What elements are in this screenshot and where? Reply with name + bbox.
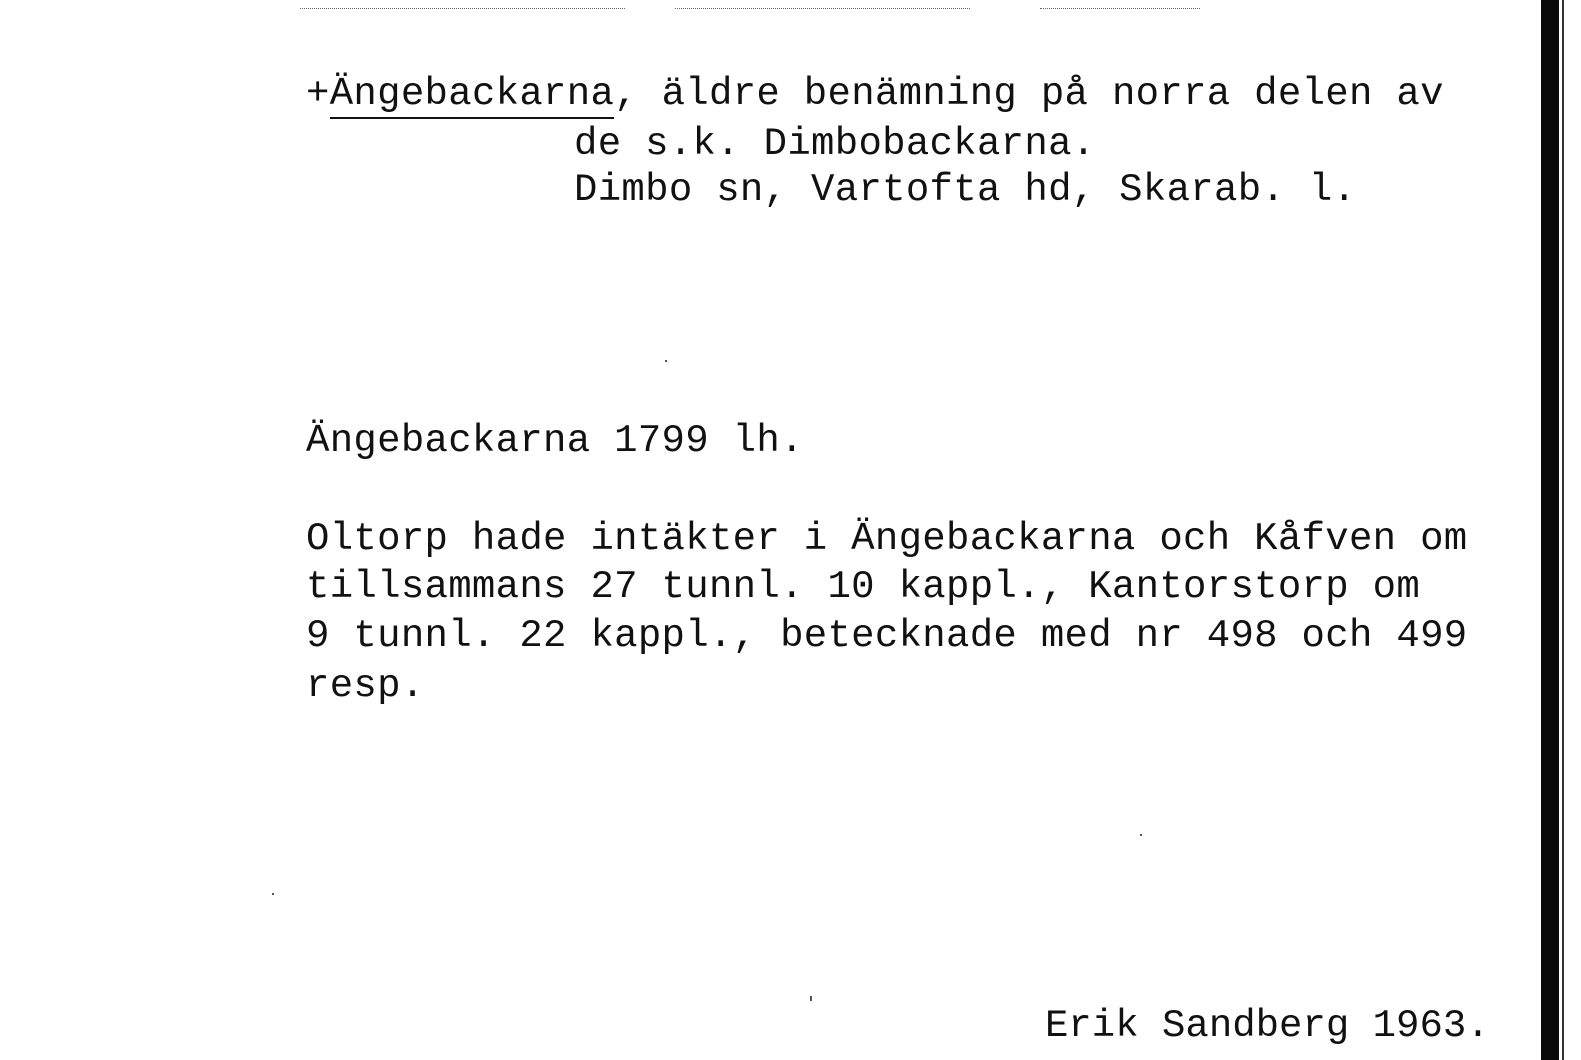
card-edge-line xyxy=(1562,0,1564,1060)
signature: Erik Sandberg 1963. xyxy=(1045,1004,1490,1048)
source-citation: Ängebackarna 1799 lh. xyxy=(306,419,804,463)
speck xyxy=(810,996,812,1001)
entry-line-2: de s.k. Dimbobackarna. xyxy=(574,122,1096,166)
paragraph-line: 9 tunnl. 22 kappl., betecknade med nr 498 och 499 xyxy=(306,614,1468,658)
speck xyxy=(665,360,667,362)
top-edge-mark xyxy=(675,8,970,10)
paragraph-line: tillsammans 27 tunnl. 10 kappl., Kantorstorp om xyxy=(306,565,1421,609)
speck xyxy=(272,893,274,895)
entry-location: Dimbo sn, Vartofta hd, Skarab. l. xyxy=(574,168,1357,212)
card-edge-shadow xyxy=(1541,0,1559,1060)
entry-definition-start: , äldre benämning på norra delen av xyxy=(614,72,1444,116)
speck xyxy=(1140,834,1142,836)
entry-line-1 xyxy=(306,70,1444,118)
entry-headword: Ängebackarna xyxy=(330,72,614,119)
top-edge-mark xyxy=(1040,8,1200,10)
paragraph-line: resp. xyxy=(306,664,425,708)
deleted-name-marker: + xyxy=(306,72,330,116)
paragraph-line: Oltorp hade intäkter i Ängebackarna och Kåfven om xyxy=(306,517,1468,561)
top-edge-mark xyxy=(300,8,625,10)
